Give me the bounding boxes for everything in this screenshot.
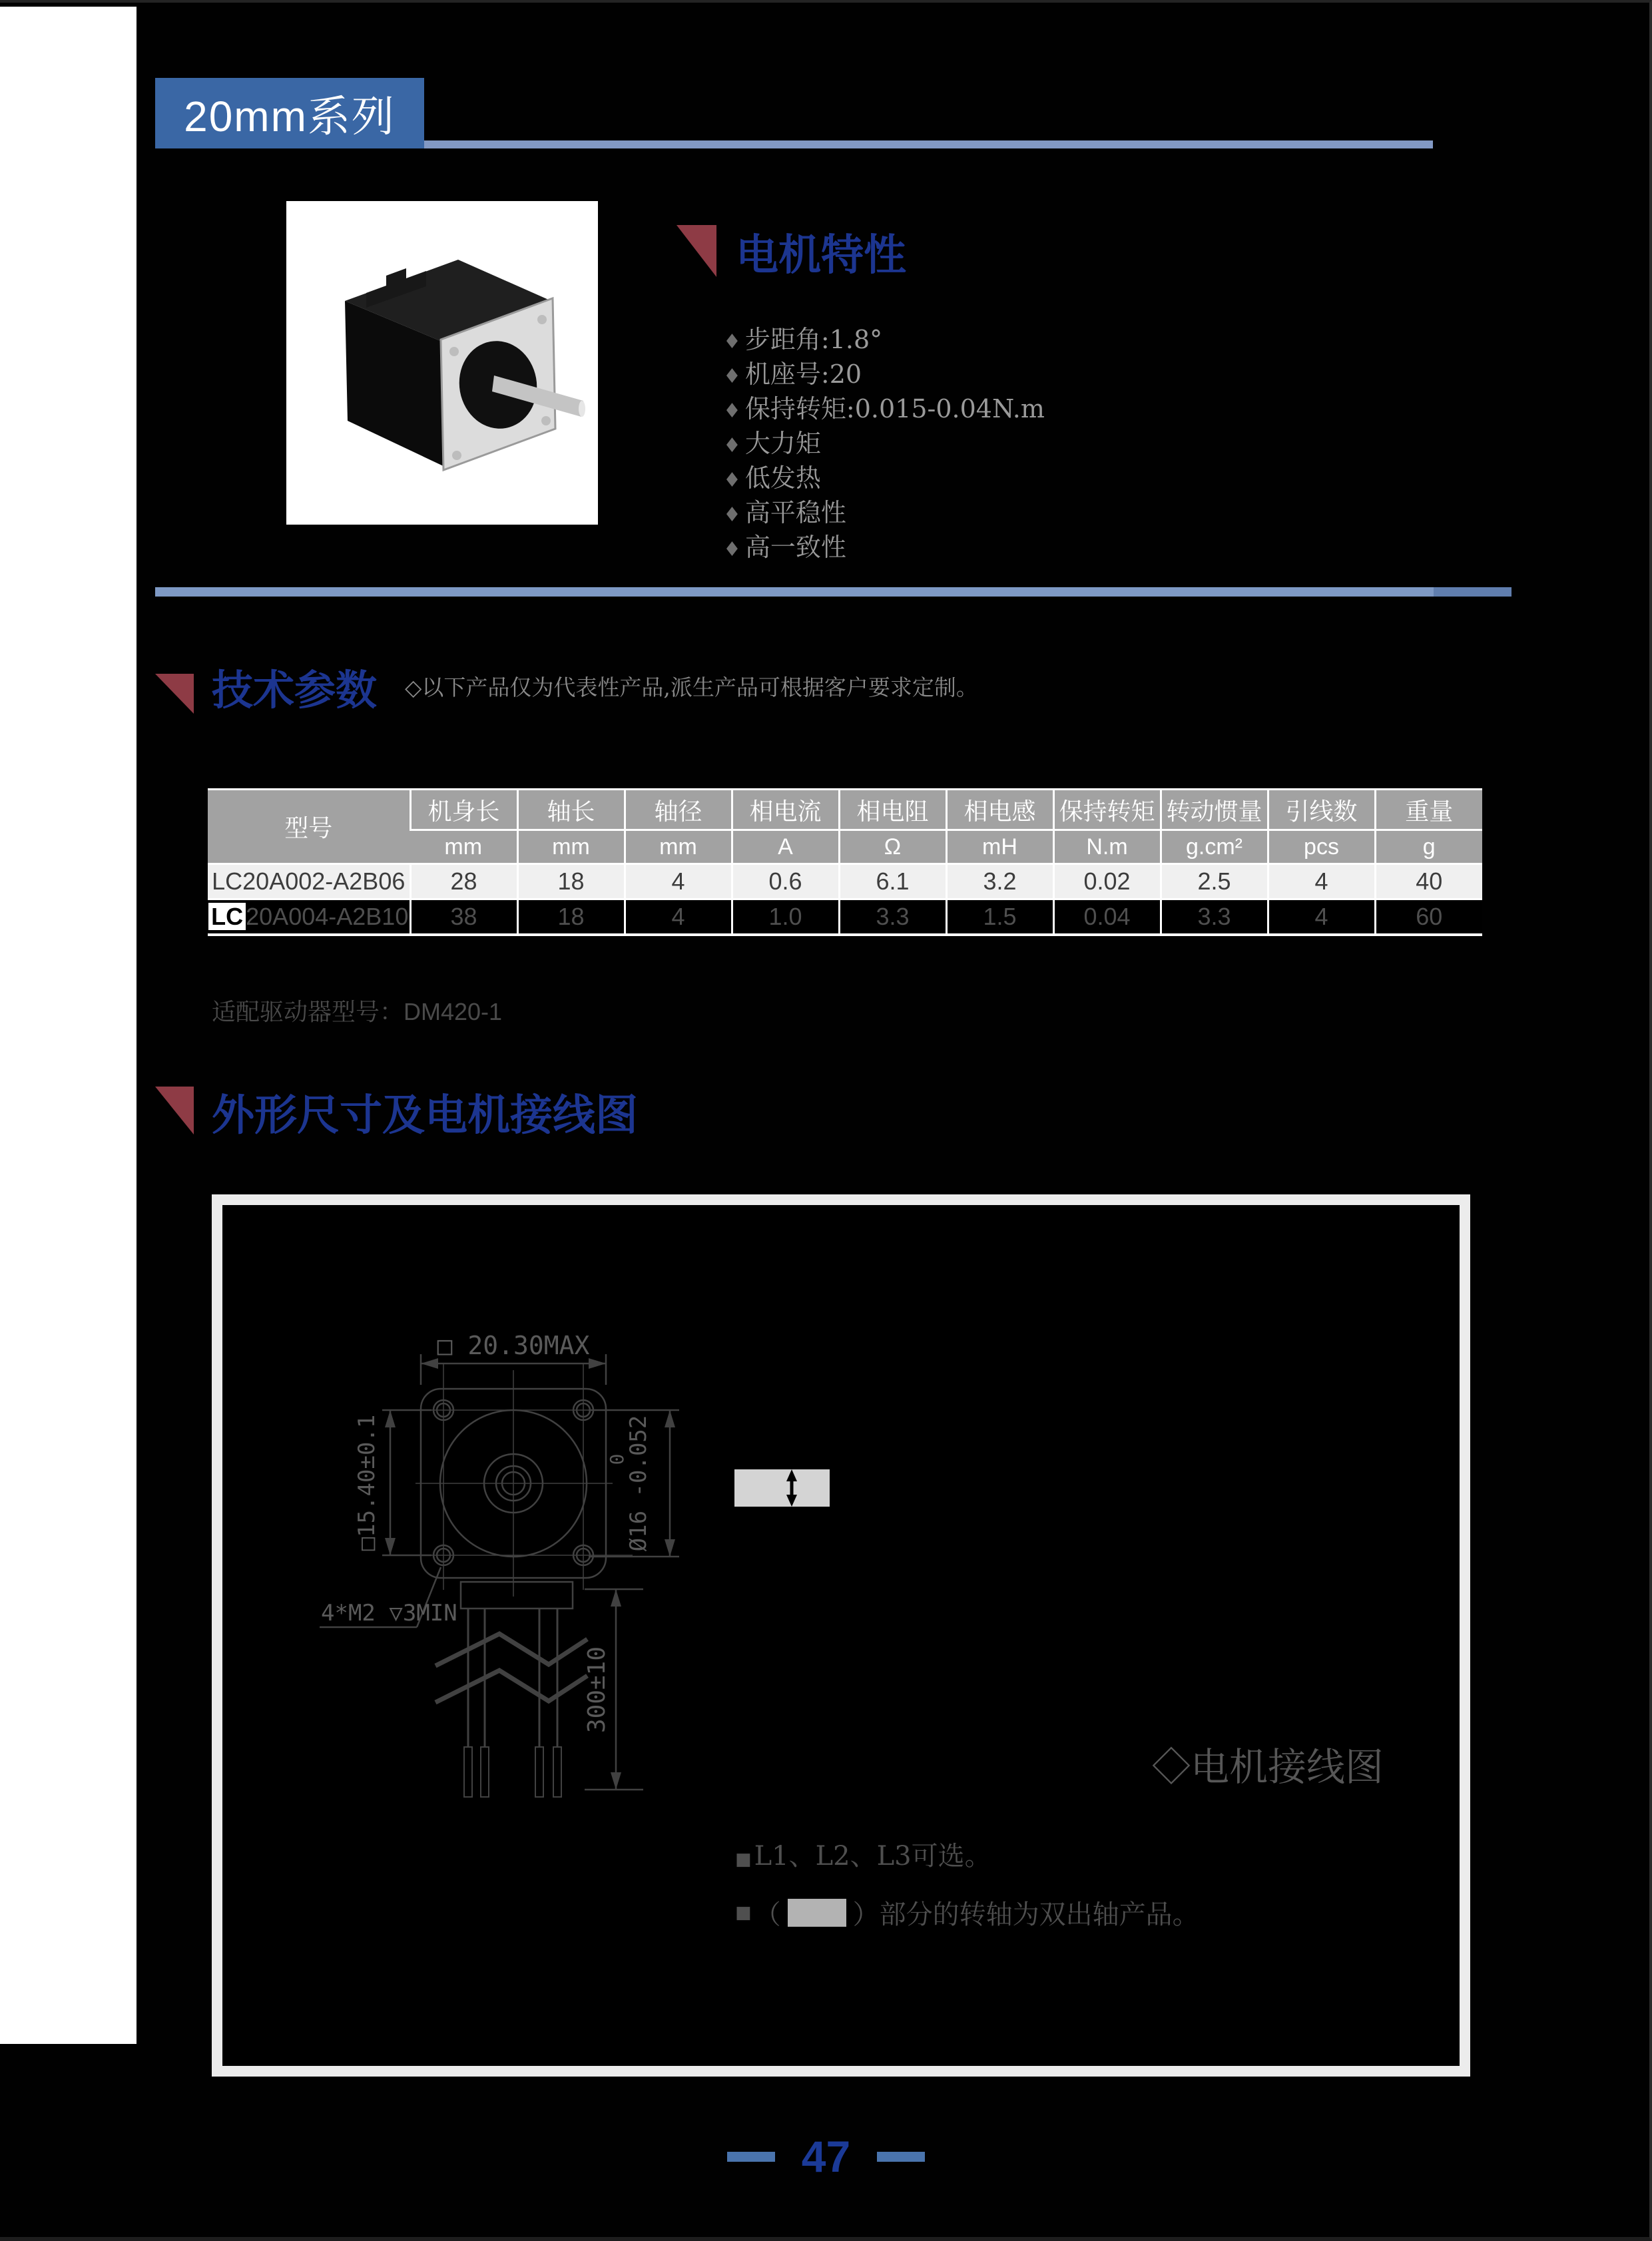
col-unit: N.m — [1053, 830, 1161, 864]
col-header: 保持转矩 — [1053, 790, 1161, 830]
wiring-diagram-label: ◇电机接线图 — [1152, 1746, 1384, 1789]
value-cell: 6.1 — [839, 864, 946, 899]
value-cell: 38 — [410, 899, 517, 935]
value-cell: 28 — [410, 864, 517, 899]
square-bullet-icon: ■ — [735, 1850, 752, 1869]
value-cell: 1.0 — [732, 899, 839, 935]
col-header: 相电阻 — [839, 790, 946, 830]
value-cell: 3.2 — [946, 864, 1053, 899]
table-row — [208, 864, 1482, 899]
series-underline — [424, 140, 1433, 148]
motor-photo-illustration — [286, 201, 598, 525]
series-badge: 20mm系列 — [155, 78, 424, 148]
value-cell: 18 — [517, 899, 625, 935]
dimension-drawing — [212, 1194, 1470, 2077]
diamond-bullet-icon: ♦ — [723, 538, 741, 561]
dim-screw-spec: 4*M2 ▽3MIN — [321, 1600, 457, 1626]
note-shaft-options — [735, 1835, 991, 1873]
col-header: 相电流 — [732, 790, 839, 830]
col-unit: mm — [517, 830, 625, 864]
col-unit: mm — [410, 830, 517, 864]
value-cell: 0.6 — [732, 864, 839, 899]
col-unit: mH — [946, 830, 1053, 864]
value-cell: 4 — [1268, 864, 1375, 899]
value-cell: 4 — [1268, 899, 1375, 935]
col-unit: g.cm² — [1161, 830, 1268, 864]
specs-note: ◇以下产品仅为代表性产品,派生产品可根据客户要求定制。 — [405, 674, 978, 700]
feature-item — [723, 497, 1045, 531]
model-cell — [208, 899, 410, 935]
value-cell: 2.5 — [1161, 864, 1268, 899]
motor-photo — [286, 201, 598, 525]
diamond-bullet-icon: ♦ — [723, 503, 741, 527]
col-unit: pcs — [1268, 830, 1375, 864]
value-cell: 18 — [517, 864, 625, 899]
feature-text: 大力矩 — [744, 429, 821, 458]
value-cell: 3.3 — [1161, 899, 1268, 935]
feature-item — [723, 462, 1045, 497]
value-cell: 40 — [1375, 864, 1482, 899]
square-bullet-icon: ■ — [735, 1902, 752, 1923]
dim-pilot-upper-deviation: 0 — [606, 1453, 628, 1465]
section-divider-bar-cap — [1434, 587, 1512, 597]
dim-hole-spacing: □15.40±0.1 — [354, 1414, 380, 1551]
col-header: 引线数 — [1268, 790, 1375, 830]
page-number: 47 — [801, 2132, 851, 2181]
feature-item — [723, 358, 1045, 393]
value-cell: 1.5 — [946, 899, 1053, 935]
col-unit: g — [1375, 830, 1482, 864]
col-header: 相电感 — [946, 790, 1053, 830]
col-header: 轴长 — [517, 790, 625, 830]
col-header: 重量 — [1375, 790, 1482, 830]
feature-text: 高平稳性 — [744, 498, 846, 527]
col-header-model: 型号 — [208, 790, 410, 864]
value-cell: 4 — [625, 864, 732, 899]
feature-text: 高一致性 — [744, 533, 846, 562]
col-header: 轴径 — [625, 790, 732, 830]
specs-section-title: 技术参数 — [212, 668, 378, 714]
dim-flange-max: □ 20.30MAX — [437, 1331, 590, 1360]
feature-item — [723, 427, 1045, 462]
feature-text: 低发热 — [744, 463, 821, 493]
section-divider-bar — [155, 587, 1434, 597]
spec-table — [208, 788, 1482, 936]
col-unit: Ω — [839, 830, 946, 864]
features-section-title: 电机特性 — [736, 231, 906, 279]
diamond-bullet-icon: ♦ — [723, 469, 741, 492]
diamond-bullet-icon: ♦ — [723, 330, 741, 354]
dimensions-section-triangle-icon — [155, 1087, 194, 1134]
dimensions-section-title: 外形尺寸及电机接线图 — [212, 1091, 638, 1139]
footer-dash-left — [727, 2152, 775, 2162]
feature-item — [723, 393, 1045, 427]
features-section-triangle-icon — [677, 225, 716, 277]
page-footer — [0, 2126, 1652, 2186]
specs-section-triangle-icon — [155, 674, 194, 714]
gray-swatch-icon — [788, 1899, 846, 1927]
note-suffix: ）部分的转轴为双出轴产品。 — [852, 1899, 1199, 1930]
double-shaft-highlight — [734, 1469, 830, 1507]
note-prefix: （ — [754, 1899, 781, 1930]
note-double-shaft — [735, 1893, 1199, 1931]
diamond-bullet-icon: ♦ — [723, 365, 741, 388]
note-text: L1、L2、L3可选。 — [754, 1841, 991, 1871]
col-header: 机身长 — [410, 790, 517, 830]
value-cell: 3.3 — [839, 899, 946, 935]
feature-text: 步距角:1.8° — [744, 325, 883, 354]
driver-compatibility-note: 适配驱动器型号：DM420-1 — [212, 998, 503, 1025]
col-unit: mm — [625, 830, 732, 864]
feature-item — [723, 531, 1045, 566]
table-row — [208, 899, 1482, 935]
model-prefix-highlight: LC — [208, 903, 246, 930]
value-cell: 60 — [1375, 899, 1482, 935]
footer-dash-right — [877, 2152, 925, 2162]
dim-pilot-diameter: Ø16 -0.052 — [625, 1415, 652, 1552]
series-underline-cap — [1433, 140, 1512, 148]
feature-text: 机座号:20 — [744, 360, 862, 389]
value-cell: 4 — [625, 899, 732, 935]
feature-text: 保持转矩:0.015-0.04N.m — [744, 394, 1045, 423]
diamond-bullet-icon: ♦ — [723, 434, 741, 457]
diamond-bullet-icon: ♦ — [723, 399, 741, 423]
col-unit: A — [732, 830, 839, 864]
model-cell: LC20A002-A2B06 — [208, 864, 410, 899]
value-cell: 0.04 — [1053, 899, 1161, 935]
table-header-row — [208, 790, 1482, 830]
col-header: 转动惯量 — [1161, 790, 1268, 830]
value-cell: 0.02 — [1053, 864, 1161, 899]
left-margin-strip — [0, 7, 137, 2044]
dim-lead-length: 300±10 — [583, 1646, 611, 1734]
model-rest: 20A004-A2B10 — [246, 903, 409, 930]
features-list — [723, 324, 1045, 566]
feature-item — [723, 324, 1045, 358]
